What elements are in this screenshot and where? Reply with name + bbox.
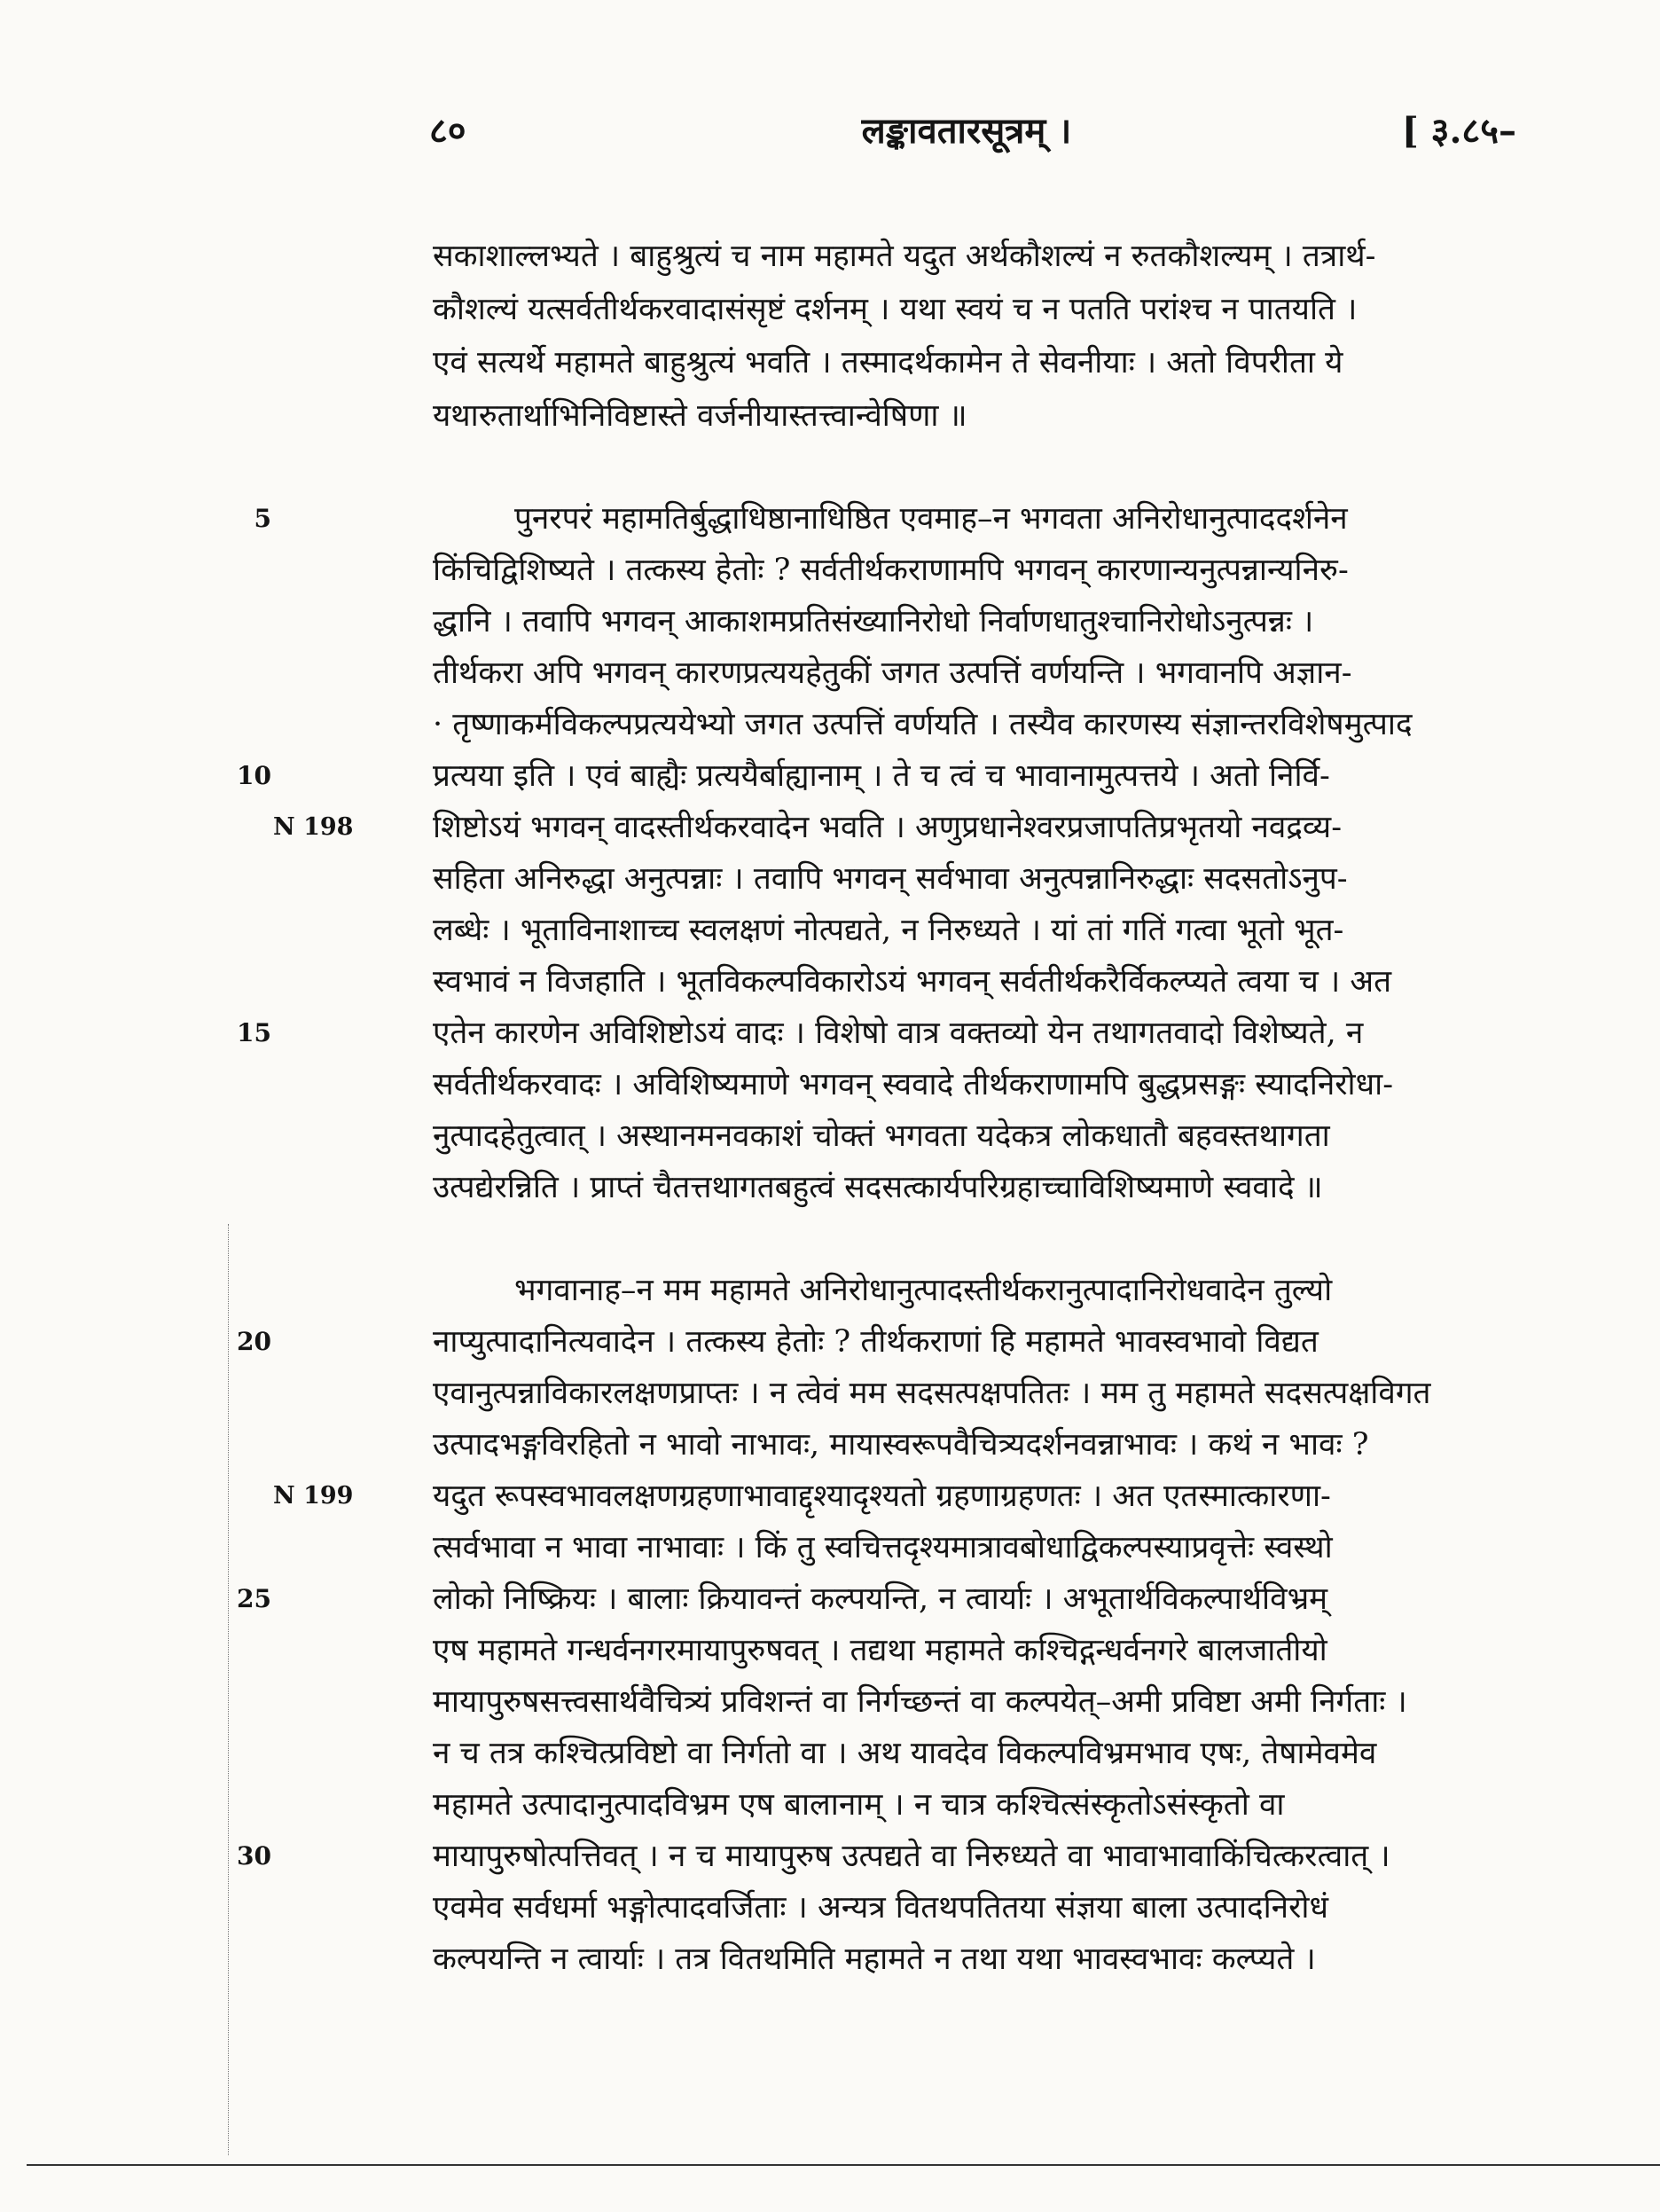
text-line: [213, 1831, 1521, 1882]
line-text: किंचिद्विशिष्यते । तत्कस्य हेतोः ? सर्वतीर्थकराणामपि भगवन् कारणान्यनुत्पन्नान्यनिरु-: [433, 553, 1349, 588]
text-line: [213, 1779, 1521, 1831]
text-line: [213, 1110, 1521, 1162]
line-text: नाप्युत्पादानित्यवादेन । तत्कस्य हेतोः ? तीर्थकराणां हि महामते भावस्वभावो विद्यत: [433, 1324, 1319, 1360]
line-number: 10: [237, 761, 271, 790]
text-line: [213, 802, 1521, 853]
text-line: [213, 493, 1521, 545]
text-line: [213, 1162, 1521, 1213]
text-line: [213, 750, 1521, 802]
line-text: कौशल्यं यत्सर्वतीर्थकरवादासंसृष्टं दर्शनम् । यथा स्वयं च न पतति परांश्च न पातयति ।: [433, 292, 1358, 327]
text-line: [213, 231, 1521, 282]
book-title: लङ्कावतारसूत्रम् ।: [861, 110, 1072, 152]
line-text: त्सर्वभावा न भावा नाभावाः । किं तु स्वचित्तदृश्यमात्रावबोधाद्विकल्पस्याप्रवृत्तेः स्वस्थो: [433, 1530, 1333, 1565]
line-text: शिष्टोऽयं भगवन् वादस्तीर्थकरवादेन भवति । अणुप्रधानेश्वरप्रजापतिप्रभृतयो नवद्रव्य-: [433, 810, 1343, 845]
text-line: [213, 1419, 1521, 1471]
text-line: [213, 905, 1521, 956]
line-text: प्रत्यया इति । एवं बाह्यैः प्रत्ययैर्बाह्यानाम् । ते च त्वं च भावानामुत्पत्तये । अतो निर्वि-: [433, 758, 1330, 794]
line-text: एवमेव सर्वधर्मा भङ्गोत्पादवर्जिताः । अन्यत्र वितथपतितया संज्ञया बाला उत्पादनिरोधं: [433, 1890, 1328, 1926]
line-text: सहिता अनिरुद्धा अनुत्पन्नाः । तवापि भगवन् सर्वभावा अनुत्पन्नानिरुद्धाः सदसतोऽनुप-: [433, 861, 1348, 897]
line-text: कल्पयन्ति न त्वार्याः । तत्र वितथमिति महामते न तथा यथा भावस्वभावः कल्प्यते ।: [433, 1941, 1316, 1977]
line-text: उत्पादभङ्गविरहितो न भावो नाभावः, मायास्वरूपवैचित्र्यदर्शनवन्नाभावः । कथं न भावः ?: [433, 1427, 1369, 1463]
line-number: 5: [254, 504, 271, 533]
line-text: द्धानि । तवापि भगवन् आकाशमप्रतिसंख्यानिरोधो निर्वाणधातुश्चानिरोधोऽनुत्पन्नः ।: [433, 604, 1314, 639]
line-text: एवं सत्यर्थे महामते बाहुश्रुत्यं भवति । तस्मादर्थकामेन ते सेवनीयाः । अतो विपरीता ये: [433, 345, 1343, 380]
line-text: लब्धेः । भूताविनाशाच्च स्वलक्षणं नोत्पद्यते, न निरुध्यते । यां तां गतिं गत्वा भूतो भूत-: [433, 913, 1344, 948]
line-text: यथारुतार्थाभिनिविष्टास्ते वर्जनीयास्तत्त्वान्वेषिणा ॥: [433, 398, 967, 434]
line-text: तीर्थकरा अपि भगवन् कारणप्रत्ययहेतुकीं जगत उत्पत्तिं वर्णयन्ति । भगवानपि अज्ञान-: [433, 655, 1352, 691]
text-line: [213, 545, 1521, 596]
text-line: [213, 853, 1521, 905]
line-text: एवानुत्पन्नाविकारलक्षणप्राप्तः । न त्वेवं मम सदसत्पक्षपतितः । मम तु महामते सदसत्पक्षविगत: [433, 1376, 1431, 1411]
text-line: [213, 1316, 1521, 1368]
text-line: [213, 1059, 1521, 1110]
line-text: पुनरपरं महामतिर्बुद्धाधिष्ठानाधिष्ठित एवमाह–न भगवता अनिरोधानुत्पाददर्शनेन: [514, 501, 1348, 537]
line-text: एतेन कारणेन अविशिष्टोऽयं वादः । विशेषो वात्र वक्तव्यो येन तथागतवादो विशेष्यते, न: [433, 1016, 1364, 1051]
text-line: [213, 1676, 1521, 1728]
text-line: [213, 1008, 1521, 1059]
line-text: यदुत रूपस्वभावलक्षणग्रहणाभावाद्दृश्यादृश्यतो ग्रहणाग्रहणतः । अत एतस्मात्कारणा-: [433, 1479, 1331, 1514]
line-text: न च तत्र कश्चित्प्रविष्टो वा निर्गतो वा । अथ यावदेव विकल्पविभ्रमभाव एषः, तेषामेवमेव: [433, 1736, 1377, 1771]
text-line: [213, 1625, 1521, 1676]
bottom-rule: [27, 2164, 1660, 2166]
line-text: · तृष्णाकर्मविकल्पप्रत्ययेभ्यो जगत उत्पत्तिं वर्णयति । तस्यैव कारणस्य संज्ञान्तरविशेषमुत्पाद: [433, 707, 1413, 742]
line-number: 25: [237, 1584, 271, 1613]
line-text: उत्पद्येरन्निति । प्राप्तं चैतत्तथागतबहुत्वं सदसत्कार्यपरिग्रहाच्चाविशिष्यमाणे स्ववादे ॥: [433, 1170, 1323, 1205]
line-number: 20: [237, 1327, 271, 1356]
text-line: [213, 596, 1521, 647]
text-line: [213, 390, 1521, 442]
line-text: मायापुरुषोत्पत्तिवत् । न च मायापुरुष उत्पद्यते वा निरुध्यते वा भावाभावाकिंचित्करत्वात् ।: [433, 1839, 1390, 1874]
text-line: [213, 1573, 1521, 1625]
text-line: [213, 1471, 1521, 1522]
text-line: [213, 647, 1521, 699]
text-line: [213, 956, 1521, 1008]
line-text: महामते उत्पादानुत्पादविभ्रम एष बालानाम् । न चात्र कश्चित्संस्कृतोऽसंस्कृतो वा: [433, 1787, 1285, 1823]
text-line: [213, 284, 1521, 335]
text-line: [213, 1368, 1521, 1419]
line-number: 30: [237, 1841, 271, 1871]
margin-dotted-line: [228, 1224, 229, 2155]
running-header: [417, 105, 1516, 167]
text-line: [213, 1265, 1521, 1316]
line-text: मायापुरुषसत्त्वसार्थवैचित्र्यं प्रविशन्तं वा निर्गच्छन्तं वा कल्पयेत्–अमी प्रविष्टा अमी निर्गताः ।: [433, 1684, 1407, 1720]
line-text: सकाशाल्लभ्यते । बाहुश्रुत्यं च नाम महामते यदुत अर्थकौशल्यं न रुतकौशल्यम् । तत्रार्थ-: [433, 239, 1376, 274]
text-line: [213, 1882, 1521, 1934]
line-text: सर्वतीर्थकरवादः । अविशिष्यमाणे भगवन् स्ववादे तीर्थकराणामपि बुद्धप्रसङ्गः स्यादनिरोधा-: [433, 1067, 1394, 1102]
line-text: एष महामते गन्धर्वनगरमायापुरुषवत् । तद्यथा महामते कश्चिद्गन्धर्वनगरे बालजातीयो: [433, 1633, 1327, 1668]
page-number: ८०: [429, 110, 466, 152]
text-line: [213, 337, 1521, 388]
text-line: [213, 699, 1521, 750]
margin-note: N 198: [273, 813, 354, 841]
line-text: भगवानाह–न मम महामते अनिरोधानुत्पादस्तीर्थकरानुत्पादानिरोधवादेन तुल्यो: [514, 1273, 1333, 1308]
line-text: स्वभावं न विजहाति । भूतविकल्पविकारोऽयं भगवन् सर्वतीर्थकरैर्विकल्प्यते त्वया च । अत: [433, 964, 1392, 1000]
line-text: लोको निष्क्रियः । बालाः क्रियावन्तं कल्पयन्ति, न त्वार्याः । अभूतार्थविकल्पार्थविभ्रम्: [433, 1581, 1328, 1617]
margin-note: N 199: [273, 1482, 354, 1510]
line-text: नुत्पादहेतुत्वात् । अस्थानमनवकाशं चोक्तं भगवता यदेकत्र लोकधातौ बहवस्तथागता: [433, 1118, 1330, 1154]
section-reference: [ ३.८५–: [1401, 110, 1516, 152]
text-line: [213, 1728, 1521, 1779]
text-line: [213, 1934, 1521, 1985]
line-number: 15: [237, 1018, 271, 1047]
text-line: [213, 1522, 1521, 1573]
